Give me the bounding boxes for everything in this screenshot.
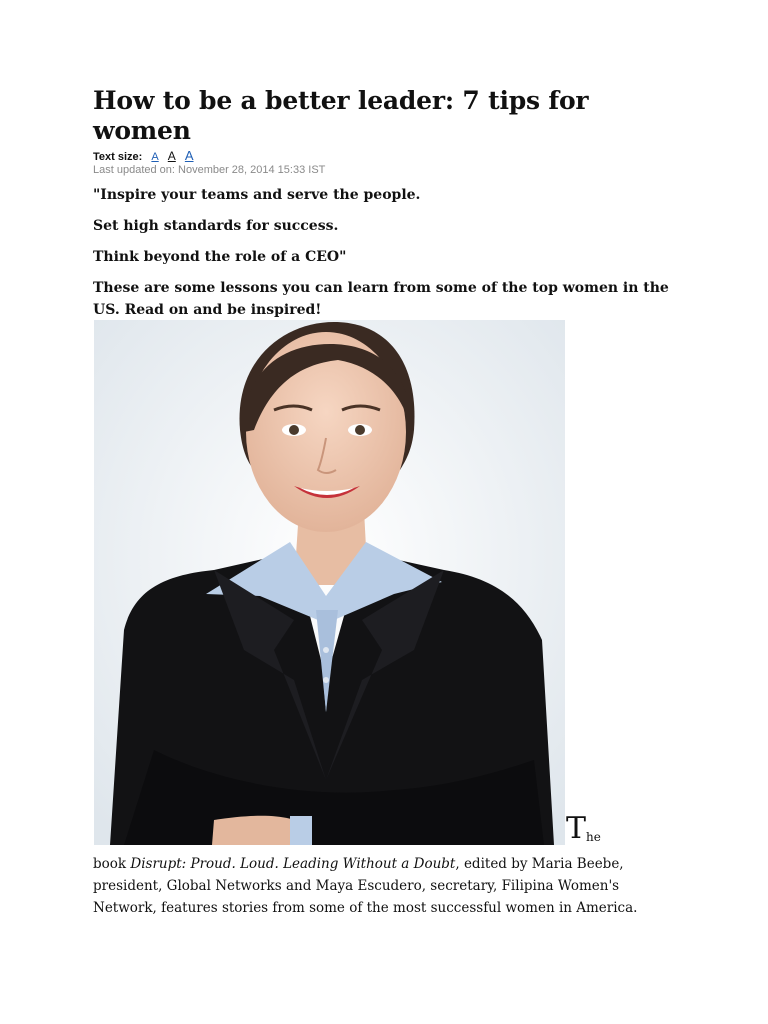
lead-paragraph: Think beyond the role of a CEO" [93,249,347,265]
text-size-label: Text size: [93,151,143,163]
text-size-large-button[interactable]: A [184,148,194,163]
article-photo [94,320,565,845]
book-title: Disrupt: Proud. Loud. Leading Without a Doubt [130,856,456,872]
body-text-intro: book [93,856,131,872]
text-size-medium-button[interactable]: A [167,149,176,163]
last-updated: Last updated on: November 28, 2014 15:33 IST [93,164,326,176]
drop-cap: T [566,811,587,846]
text-size-small-button[interactable]: A [151,151,159,163]
body-text-rest: , edited by Maria Beebe, president, Global Networks and Maya Escudero, secretary, Filipina Women's Network, features stories from some of the most successful women in America. [93,856,638,916]
article-title: How to be a better leader: 7 tips for women [93,86,589,145]
lead-paragraph: These are some lessons you can learn from some of the top women in the US. Read on and be inspired! [93,280,669,318]
drop-cap-rest: he [586,830,601,844]
text-size-control [93,149,683,164]
body-paragraph [93,853,653,919]
lead-paragraph: "Inspire your teams and serve the people. [93,187,421,203]
article [93,86,683,321]
lead-paragraph: Set high standards for success. [93,218,339,234]
